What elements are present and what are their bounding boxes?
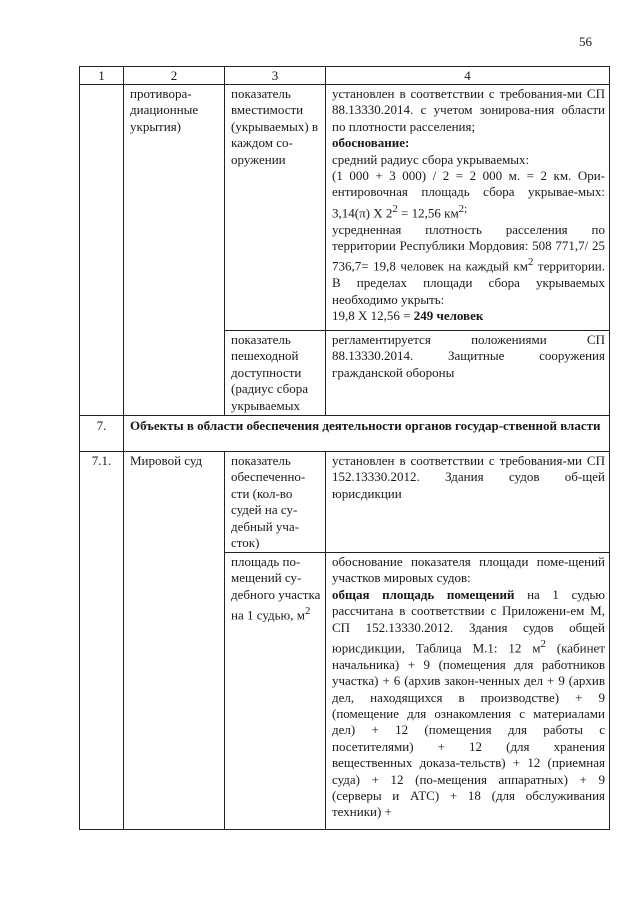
superscript: 2;: [458, 202, 468, 215]
row-number-cell: [80, 85, 124, 416]
norms-table: [79, 66, 610, 830]
indicator-cell: показатель вместимости (укрываемых) в каждом со-оружении: [225, 85, 326, 331]
justification-text: установлен в соответствии с требования-ми СП 88.13330.2014. с учетом зонирова-ния области по плотности расселения;: [332, 86, 605, 134]
object-name-cell: Мировой суд: [124, 452, 225, 830]
justification-cell: [326, 85, 610, 331]
justification-cell: регламентируется положениями СП 88.13330.2014. Защитные сооружения гражданской обороны: [326, 331, 610, 416]
indicator-text: площадь по-мещений су-дебного участка на 1 судью, м: [231, 554, 321, 623]
superscript: 2: [305, 605, 311, 618]
justification-text: = 12,56 км: [397, 205, 459, 221]
superscript: 2: [527, 256, 534, 269]
page-number: 56: [579, 34, 592, 49]
result-value: 249 человек: [413, 307, 484, 323]
table-row: [80, 452, 610, 553]
justification-text: территории. В пределах площади сбора укрываемых необходимо укрыть:: [332, 258, 605, 307]
row-number-cell: 7.1.: [80, 452, 124, 830]
justification-text: обоснование показателя площади поме-щений участков мировых судов:: [332, 554, 605, 586]
indicator-cell: показатель пешеходной доступности (радиус сбора укрываемых: [225, 331, 326, 416]
justification-heading: обоснование:: [332, 135, 410, 151]
header-cell-2: 2: [124, 67, 225, 85]
justification-cell: установлен в соответствии с требования-ми СП 152.13330.2012. Здания судов об-щей юрисдикции: [326, 452, 610, 553]
table-row: [80, 85, 610, 331]
superscript: 2: [540, 638, 546, 651]
section-row: [80, 416, 610, 452]
superscript: 2: [392, 202, 398, 215]
justification-text: усредненная плотность расселения по территории Республики Мордовия: 508 771,7/ 25 736,7= 19,8 человек на каждый км: [332, 221, 605, 274]
justification-heading: общая площадь помещений: [332, 586, 515, 602]
object-name-cell: противора-диационные укрытия): [124, 85, 225, 416]
justification-text: (1 000 + 3 000) / 2 = 2 000 м. = 2 км. Ори-ентировочная площадь сбора укрывае-мых: 3,14(π) X 2: [332, 168, 605, 221]
header-cell-1: 1: [80, 67, 124, 85]
justification-text: на 1 судью рассчитана в соответствии с Приложени-ем М, СП 152.13330.2012. Здания судов общей юрисдикции, Таблица М.1: 12 м: [332, 586, 605, 656]
justification-text: (кабинет начальника) + 9 (помещения для работников участка) + 6 (архив закон-ченных дел + 9 (архив дел, находящихся в производстве) + 9 (помещение для ознакомления с материалами дел) + 12 (помещения для работы с посетителями) + 12 (для хранения вещественных доказа-тельств) + 12 (приемная суда) + 12 (по-мещения аппаратных) + 9 (серверы и АТС) + 18 (для обслуживания техники) +: [332, 640, 605, 820]
indicator-cell: показатель обеспеченно-сти (кол-во судей на су-дебный уча-сток): [225, 452, 326, 553]
justification-cell: [326, 553, 610, 830]
indicator-cell: [225, 553, 326, 830]
header-cell-3: 3: [225, 67, 326, 85]
justification-text: 19,8 X 12,56 =: [332, 307, 414, 323]
header-cell-4: 4: [326, 67, 610, 85]
justification-text: средний радиус сбора укрываемых:: [332, 151, 530, 167]
header-row: [80, 67, 610, 85]
section-number: 7.: [80, 416, 124, 452]
section-title: Объекты в области обеспечения деятельности органов государ-ственной власти: [124, 416, 610, 452]
